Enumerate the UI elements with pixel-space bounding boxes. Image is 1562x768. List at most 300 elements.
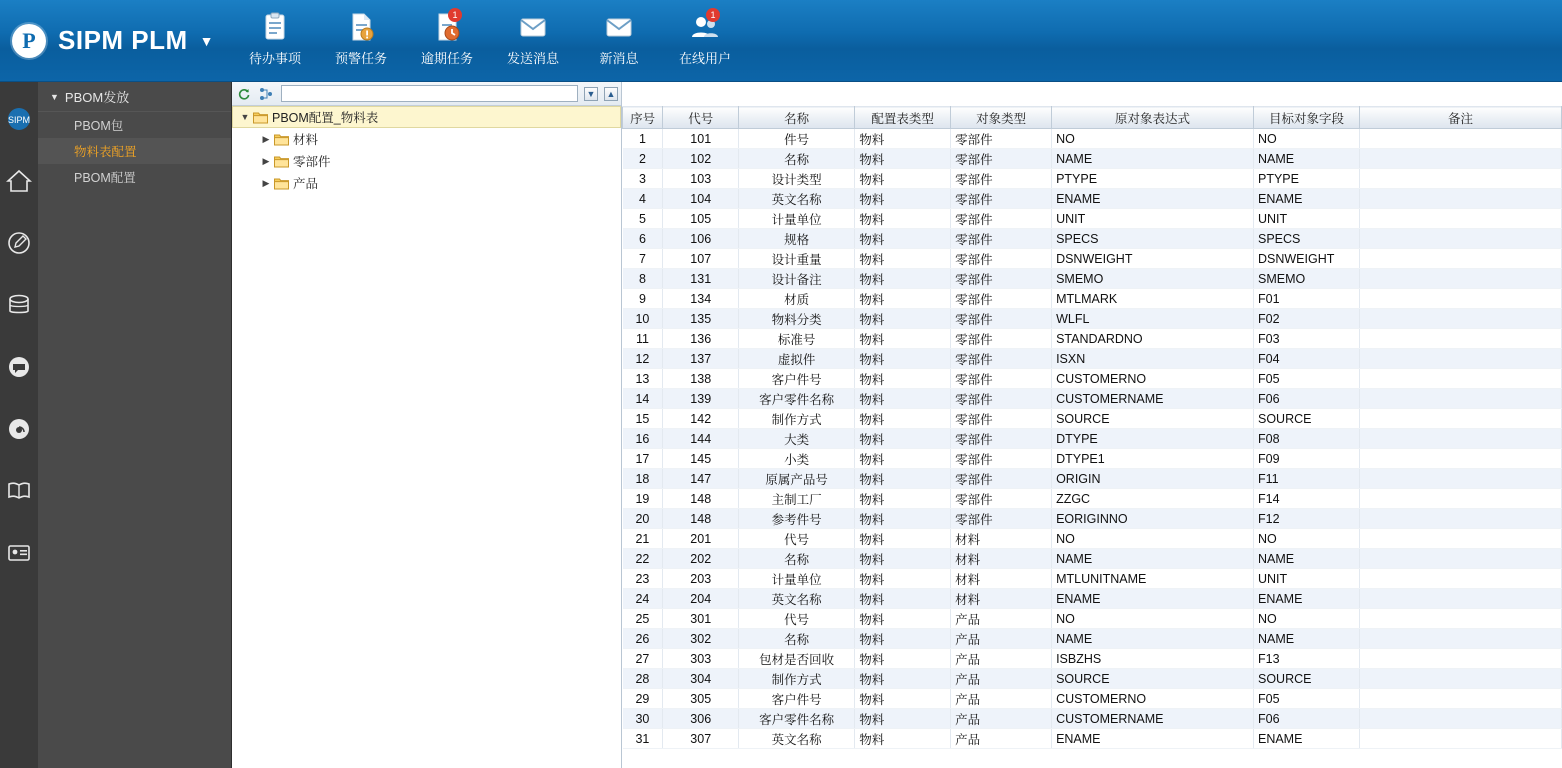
cell-target-field: F04 xyxy=(1253,349,1359,369)
sidebar-item-material-table-config[interactable] xyxy=(38,138,231,164)
cell-source-expression: UNIT xyxy=(1052,209,1254,229)
cell-config-type: 物料 xyxy=(855,529,951,549)
cell-config-type: 物料 xyxy=(855,709,951,729)
cell-seq: 21 xyxy=(623,529,663,549)
cell-code: 148 xyxy=(663,509,739,529)
table-row[interactable] xyxy=(623,689,1562,709)
cell-object-type: 零部件 xyxy=(951,469,1052,489)
cell-code: 144 xyxy=(663,429,739,449)
cell-name: 计量单位 xyxy=(739,569,855,589)
cell-code: 102 xyxy=(663,149,739,169)
cell-memo xyxy=(1360,349,1562,369)
table-row[interactable] xyxy=(623,269,1562,289)
clock-icon xyxy=(430,10,464,44)
cell-object-type: 零部件 xyxy=(951,309,1052,329)
sidebar-group-pbom-release[interactable] xyxy=(38,82,231,112)
table-row[interactable] xyxy=(623,309,1562,329)
topnav-item-warning-task[interactable] xyxy=(318,6,404,80)
cell-code: 147 xyxy=(663,469,739,489)
cell-target-field: UNIT xyxy=(1253,569,1359,589)
cell-config-type: 物料 xyxy=(855,629,951,649)
cell-source-expression: CUSTOMERNO xyxy=(1052,689,1254,709)
column-header-seq[interactable]: 序号 xyxy=(623,107,663,129)
cell-config-type: 物料 xyxy=(855,249,951,269)
cell-config-type: 物料 xyxy=(855,689,951,709)
top-bar xyxy=(0,0,1562,82)
table-row[interactable] xyxy=(623,489,1562,509)
cell-name: 客户件号 xyxy=(739,689,855,709)
cell-memo xyxy=(1360,389,1562,409)
sidebar-item-pbom-config[interactable] xyxy=(38,164,231,190)
cell-code: 139 xyxy=(663,389,739,409)
topnav-item-todo[interactable] xyxy=(232,6,318,80)
cell-seq: 18 xyxy=(623,469,663,489)
cell-config-type: 物料 xyxy=(855,589,951,609)
grid-panel xyxy=(622,82,1562,768)
rail-item-target[interactable] xyxy=(0,398,38,460)
document-warning-icon xyxy=(344,10,378,44)
folder-icon xyxy=(274,155,289,168)
cell-config-type: 物料 xyxy=(855,309,951,329)
column-header-memo[interactable]: 备注 xyxy=(1360,107,1562,129)
cell-name: 客户件号 xyxy=(739,369,855,389)
cell-memo xyxy=(1360,209,1562,229)
cell-code: 202 xyxy=(663,549,739,569)
mail-new-icon xyxy=(602,10,636,44)
home-icon xyxy=(6,168,32,194)
cell-code: 307 xyxy=(663,729,739,749)
rail-item-edit[interactable] xyxy=(0,212,38,274)
cell-memo xyxy=(1360,409,1562,429)
brand[interactable] xyxy=(0,0,232,81)
cell-seq: 5 xyxy=(623,209,663,229)
cell-source-expression: SPECS xyxy=(1052,229,1254,249)
edit-icon xyxy=(6,230,32,256)
cell-code: 145 xyxy=(663,449,739,469)
cell-code: 105 xyxy=(663,209,739,229)
table-row[interactable] xyxy=(623,389,1562,409)
sidebar-group-label: PBOM发放 xyxy=(64,90,130,105)
table-row[interactable] xyxy=(623,609,1562,629)
table-row[interactable] xyxy=(623,429,1562,449)
table-row[interactable] xyxy=(623,569,1562,589)
topnav-item-send-message[interactable] xyxy=(490,6,576,80)
cell-memo xyxy=(1360,729,1562,749)
main-body xyxy=(0,82,1562,768)
cell-object-type: 材料 xyxy=(951,549,1052,569)
cell-target-field: SOURCE xyxy=(1253,669,1359,689)
cell-source-expression: DTYPE xyxy=(1052,429,1254,449)
clipboard-icon xyxy=(258,10,292,44)
cell-source-expression: ENAME xyxy=(1052,589,1254,609)
badge-count: 1 xyxy=(706,8,720,22)
table-row[interactable] xyxy=(623,669,1562,689)
table-row[interactable] xyxy=(623,589,1562,609)
cell-source-expression: EORIGINNO xyxy=(1052,509,1254,529)
cell-code: 137 xyxy=(663,349,739,369)
cell-source-expression: NAME xyxy=(1052,549,1254,569)
cell-target-field: ENAME xyxy=(1253,589,1359,609)
cell-target-field: SPECS xyxy=(1253,229,1359,249)
cell-config-type: 物料 xyxy=(855,329,951,349)
cell-config-type: 物料 xyxy=(855,669,951,689)
cell-name: 设计类型 xyxy=(739,169,855,189)
chat-icon xyxy=(6,354,32,380)
tree-body xyxy=(232,106,621,768)
cell-target-field: ENAME xyxy=(1253,189,1359,209)
column-header-config-type[interactable]: 配置表类型 xyxy=(855,107,951,129)
cell-seq: 23 xyxy=(623,569,663,589)
table-row[interactable] xyxy=(623,709,1562,729)
cell-seq: 11 xyxy=(623,329,663,349)
cell-target-field: F06 xyxy=(1253,389,1359,409)
cell-seq: 22 xyxy=(623,549,663,569)
cell-code: 304 xyxy=(663,669,739,689)
column-header-code[interactable]: 代号 xyxy=(663,107,739,129)
cell-seq: 10 xyxy=(623,309,663,329)
cell-config-type: 物料 xyxy=(855,169,951,189)
cell-seq: 29 xyxy=(623,689,663,709)
tree-node-label: 产品 xyxy=(293,177,319,191)
table-row[interactable] xyxy=(623,289,1562,309)
tree-search-input[interactable] xyxy=(281,85,578,102)
table-row[interactable] xyxy=(623,509,1562,529)
grid-top-strip xyxy=(622,82,1562,106)
cell-source-expression: PTYPE xyxy=(1052,169,1254,189)
cell-source-expression: SOURCE xyxy=(1052,669,1254,689)
cell-name: 材质 xyxy=(739,289,855,309)
column-header-object-type[interactable]: 对象类型 xyxy=(951,107,1052,129)
cell-seq: 12 xyxy=(623,349,663,369)
cell-target-field: NO xyxy=(1253,129,1359,149)
cell-seq: 17 xyxy=(623,449,663,469)
table-row[interactable] xyxy=(623,409,1562,429)
cell-target-field: F01 xyxy=(1253,289,1359,309)
cell-object-type: 产品 xyxy=(951,649,1052,669)
cell-target-field: F05 xyxy=(1253,689,1359,709)
cell-source-expression: STANDARDNO xyxy=(1052,329,1254,349)
cell-source-expression: SMEMO xyxy=(1052,269,1254,289)
tree-node-material[interactable] xyxy=(254,128,621,150)
table-row[interactable] xyxy=(623,729,1562,749)
cell-source-expression: ENAME xyxy=(1052,189,1254,209)
users-icon xyxy=(688,10,722,44)
table-row[interactable] xyxy=(623,529,1562,549)
table-row[interactable] xyxy=(623,229,1562,249)
cell-target-field: NAME xyxy=(1253,629,1359,649)
rail-item-database[interactable] xyxy=(0,274,38,336)
cell-memo xyxy=(1360,689,1562,709)
cell-memo xyxy=(1360,669,1562,689)
cell-code: 138 xyxy=(663,369,739,389)
cell-memo xyxy=(1360,289,1562,309)
cell-memo xyxy=(1360,709,1562,729)
cell-object-type: 产品 xyxy=(951,669,1052,689)
cell-name: 名称 xyxy=(739,629,855,649)
tree-node-part[interactable] xyxy=(254,150,621,172)
cell-seq: 2 xyxy=(623,149,663,169)
tree-children xyxy=(232,128,621,194)
cell-seq: 16 xyxy=(623,429,663,449)
cell-memo xyxy=(1360,649,1562,669)
table-row[interactable] xyxy=(623,349,1562,369)
mail-send-icon xyxy=(516,10,550,44)
tree-node-label: PBOM配置_物料表 xyxy=(272,111,379,125)
cell-name: 代号 xyxy=(739,609,855,629)
rail-item-id-card[interactable] xyxy=(0,522,38,584)
table-row[interactable] xyxy=(623,209,1562,229)
rail-item-home[interactable] xyxy=(0,150,38,212)
cell-object-type: 零部件 xyxy=(951,249,1052,269)
cell-object-type: 产品 xyxy=(951,689,1052,709)
topnav-item-new-message[interactable] xyxy=(576,6,662,80)
cell-memo xyxy=(1360,189,1562,209)
cell-memo xyxy=(1360,309,1562,329)
cell-seq: 7 xyxy=(623,249,663,269)
chevron-right-icon[interactable]: ▶ xyxy=(262,155,270,166)
search-down-button[interactable]: ▼ xyxy=(584,87,598,101)
cell-source-expression: DTYPE1 xyxy=(1052,449,1254,469)
table-row[interactable] xyxy=(623,649,1562,669)
rail-item-book[interactable] xyxy=(0,460,38,522)
cell-name: 规格 xyxy=(739,229,855,249)
chevron-right-icon[interactable]: ▶ xyxy=(262,177,270,188)
refresh-icon[interactable] xyxy=(235,85,253,103)
cell-memo xyxy=(1360,149,1562,169)
cell-object-type: 材料 xyxy=(951,569,1052,589)
cell-source-expression: SOURCE xyxy=(1052,409,1254,429)
cell-name: 英文名称 xyxy=(739,729,855,749)
cell-target-field: SOURCE xyxy=(1253,409,1359,429)
cell-memo xyxy=(1360,589,1562,609)
cell-config-type: 物料 xyxy=(855,189,951,209)
cell-object-type: 零部件 xyxy=(951,189,1052,209)
cell-code: 306 xyxy=(663,709,739,729)
cell-code: 203 xyxy=(663,569,739,589)
cell-seq: 15 xyxy=(623,409,663,429)
cell-config-type: 物料 xyxy=(855,389,951,409)
rail-item-chat[interactable] xyxy=(0,336,38,398)
target-icon xyxy=(6,416,32,442)
table-row[interactable] xyxy=(623,329,1562,349)
cell-target-field: F12 xyxy=(1253,509,1359,529)
cell-object-type: 产品 xyxy=(951,709,1052,729)
tree-node-root[interactable] xyxy=(232,106,621,128)
cell-object-type: 产品 xyxy=(951,729,1052,749)
sipm-logo-icon xyxy=(6,106,32,132)
cell-seq: 26 xyxy=(623,629,663,649)
cell-object-type: 零部件 xyxy=(951,449,1052,469)
cell-config-type: 物料 xyxy=(855,289,951,309)
cell-config-type: 物料 xyxy=(855,129,951,149)
tree-panel xyxy=(232,82,622,768)
cell-object-type: 零部件 xyxy=(951,429,1052,449)
cell-memo xyxy=(1360,129,1562,149)
cell-memo xyxy=(1360,549,1562,569)
cell-seq: 9 xyxy=(623,289,663,309)
cell-memo xyxy=(1360,249,1562,269)
cell-object-type: 零部件 xyxy=(951,169,1052,189)
cell-config-type: 物料 xyxy=(855,549,951,569)
cell-source-expression: NAME xyxy=(1052,149,1254,169)
cell-seq: 8 xyxy=(623,269,663,289)
column-header-target-field[interactable]: 目标对象字段 xyxy=(1253,107,1359,129)
cell-name: 物料分类 xyxy=(739,309,855,329)
table-row[interactable] xyxy=(623,369,1562,389)
cell-code: 148 xyxy=(663,489,739,509)
icon-rail xyxy=(0,82,38,768)
topnav-item-online-users[interactable] xyxy=(662,6,748,80)
cell-object-type: 零部件 xyxy=(951,389,1052,409)
topnav-label: 预警任务 xyxy=(334,51,387,66)
table-row[interactable] xyxy=(623,449,1562,469)
cell-source-expression: NO xyxy=(1052,609,1254,629)
cell-target-field: NAME xyxy=(1253,149,1359,169)
cell-object-type: 零部件 xyxy=(951,489,1052,509)
cell-source-expression: CUSTOMERNAME xyxy=(1052,709,1254,729)
cell-source-expression: NO xyxy=(1052,129,1254,149)
cell-object-type: 零部件 xyxy=(951,149,1052,169)
cell-name: 计量单位 xyxy=(739,209,855,229)
cell-seq: 28 xyxy=(623,669,663,689)
grid-scroll-area[interactable] xyxy=(622,106,1562,768)
cell-name: 制作方式 xyxy=(739,409,855,429)
cell-name: 虚拟件 xyxy=(739,349,855,369)
table-row[interactable] xyxy=(623,549,1562,569)
table-row[interactable] xyxy=(623,169,1562,189)
cell-seq: 13 xyxy=(623,369,663,389)
cell-code: 302 xyxy=(663,629,739,649)
cell-memo xyxy=(1360,529,1562,549)
cell-name: 名称 xyxy=(739,549,855,569)
rail-item-sipm-logo[interactable] xyxy=(0,88,38,150)
cell-target-field: F02 xyxy=(1253,309,1359,329)
cell-memo xyxy=(1360,429,1562,449)
cell-source-expression: CUSTOMERNO xyxy=(1052,369,1254,389)
folder-icon xyxy=(274,177,289,190)
sidebar-item-label: PBOM包 xyxy=(74,119,124,133)
cell-object-type: 零部件 xyxy=(951,229,1052,249)
search-input xyxy=(282,88,577,100)
database-icon xyxy=(6,292,32,318)
tree-toolbar xyxy=(232,82,621,106)
cell-memo xyxy=(1360,469,1562,489)
cell-name: 大类 xyxy=(739,429,855,449)
grid-header-row xyxy=(623,107,1562,129)
chevron-right-icon[interactable]: ▶ xyxy=(262,133,270,144)
cell-target-field: F05 xyxy=(1253,369,1359,389)
column-header-name[interactable]: 名称 xyxy=(739,107,855,129)
cell-source-expression: MTLMARK xyxy=(1052,289,1254,309)
sidebar-item-pbom-package[interactable] xyxy=(38,112,231,138)
cell-target-field: F09 xyxy=(1253,449,1359,469)
cell-code: 104 xyxy=(663,189,739,209)
table-row[interactable] xyxy=(623,149,1562,169)
cell-code: 204 xyxy=(663,589,739,609)
cell-seq: 6 xyxy=(623,229,663,249)
cell-source-expression: CUSTOMERNAME xyxy=(1052,389,1254,409)
cell-seq: 3 xyxy=(623,169,663,189)
grid-body xyxy=(623,129,1562,749)
search-up-button[interactable]: ▲ xyxy=(604,87,618,101)
cell-code: 134 xyxy=(663,289,739,309)
cell-code: 142 xyxy=(663,409,739,429)
cell-config-type: 物料 xyxy=(855,409,951,429)
cell-name: 代号 xyxy=(739,529,855,549)
cell-config-type: 物料 xyxy=(855,469,951,489)
cell-code: 201 xyxy=(663,529,739,549)
cell-config-type: 物料 xyxy=(855,449,951,469)
cell-target-field: UNIT xyxy=(1253,209,1359,229)
cell-target-field: F06 xyxy=(1253,709,1359,729)
cell-object-type: 零部件 xyxy=(951,269,1052,289)
cell-target-field: F08 xyxy=(1253,429,1359,449)
cell-name: 客户零件名称 xyxy=(739,709,855,729)
cell-target-field: F13 xyxy=(1253,649,1359,669)
tree-node-product[interactable] xyxy=(254,172,621,194)
chevron-down-icon[interactable]: ▼ xyxy=(240,112,250,122)
cell-seq: 30 xyxy=(623,709,663,729)
cell-name: 标准号 xyxy=(739,329,855,349)
cell-source-expression: ORIGIN xyxy=(1052,469,1254,489)
topnav-label: 在线用户 xyxy=(678,51,731,66)
cell-name: 主制工厂 xyxy=(739,489,855,509)
cell-object-type: 零部件 xyxy=(951,349,1052,369)
cell-config-type: 物料 xyxy=(855,229,951,249)
cell-target-field: DSNWEIGHT xyxy=(1253,249,1359,269)
cell-name: 参考件号 xyxy=(739,509,855,529)
tree-node-label: 零部件 xyxy=(293,155,331,169)
cell-source-expression: NAME xyxy=(1052,629,1254,649)
cell-object-type: 零部件 xyxy=(951,289,1052,309)
cell-source-expression: ISXN xyxy=(1052,349,1254,369)
cell-object-type: 材料 xyxy=(951,529,1052,549)
table-row[interactable] xyxy=(623,629,1562,649)
cell-name: 设计备注 xyxy=(739,269,855,289)
table-row[interactable] xyxy=(623,469,1562,489)
topnav-item-overdue-task[interactable] xyxy=(404,6,490,80)
cell-seq: 25 xyxy=(623,609,663,629)
topnav-label: 待办事项 xyxy=(248,51,301,66)
cell-code: 107 xyxy=(663,249,739,269)
table-row[interactable] xyxy=(623,249,1562,269)
column-header-source-expression[interactable]: 原对象表达式 xyxy=(1052,107,1254,129)
cell-target-field: NAME xyxy=(1253,549,1359,569)
cell-object-type: 产品 xyxy=(951,629,1052,649)
cell-seq: 31 xyxy=(623,729,663,749)
cell-target-field: F11 xyxy=(1253,469,1359,489)
cell-config-type: 物料 xyxy=(855,149,951,169)
cell-code: 303 xyxy=(663,649,739,669)
cell-name: 制作方式 xyxy=(739,669,855,689)
cell-name: 原属产品号 xyxy=(739,469,855,489)
table-row[interactable] xyxy=(623,189,1562,209)
cell-memo xyxy=(1360,489,1562,509)
cell-name: 名称 xyxy=(739,149,855,169)
cell-code: 135 xyxy=(663,309,739,329)
data-grid xyxy=(622,106,1562,749)
topnav-label: 新消息 xyxy=(599,51,639,66)
cell-memo xyxy=(1360,609,1562,629)
cell-target-field: F03 xyxy=(1253,329,1359,349)
book-icon xyxy=(6,478,32,504)
table-row[interactable] xyxy=(623,129,1562,149)
badge-count: 1 xyxy=(448,8,462,22)
expand-tree-icon[interactable] xyxy=(257,85,275,103)
cell-config-type: 物料 xyxy=(855,269,951,289)
cell-name: 小类 xyxy=(739,449,855,469)
chevron-down-icon[interactable]: ▼ xyxy=(199,32,214,49)
